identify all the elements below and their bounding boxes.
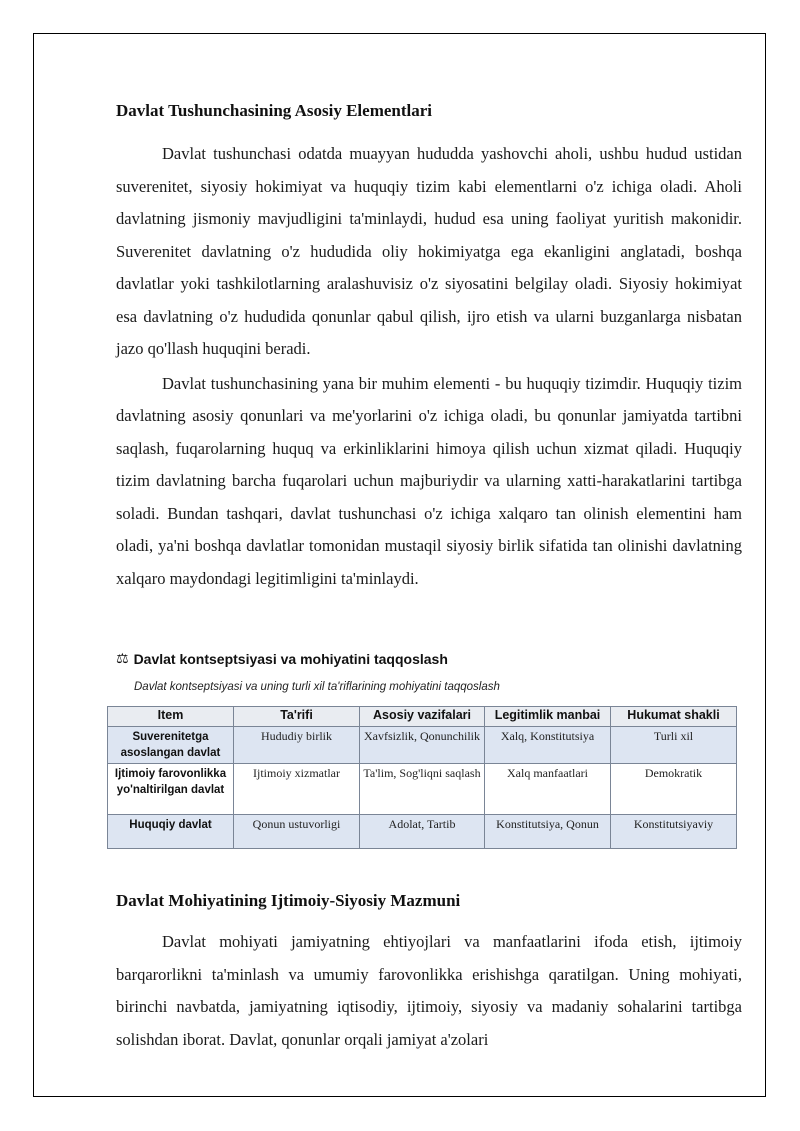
column-header-item: Item: [108, 707, 234, 727]
column-header-government-form: Hukumat shakli: [611, 707, 737, 727]
row-label: Huquqiy davlat: [108, 815, 234, 849]
table-cell: Turli xil: [611, 727, 737, 764]
paragraph-1: Davlat tushunchasi odatda muayyan hududda yashovchi aholi, ushbu hudud ustidan suverenitet, siyosiy hokimiyat va huquqiy tizim kabi elementlarni o'z ichiga oladi. Aholi davlatning jismoniy mavjudligini ta'minlaydi, hudud esa uning faoliyat yuritish makonidir. Suverenitet davlatning o'z hududida oliy hokimiyatga ega ekanligini anglatadi, boshqa davlatlar yoki tashkilotlarning aralashuvisiz o'z siyosatini belgilay oladi. Siyosiy hokimiyat esa davlatning o'z hududida qonunlar qabul qilish, ijro etish va ularni buzganlarga nisbatan jazo qo'llash huquqini beradi.: [116, 144, 742, 358]
table-row: [108, 727, 737, 764]
column-header-definition: Ta'rifi: [234, 707, 360, 727]
table-row: [108, 764, 737, 815]
table-row: [108, 815, 737, 849]
comparison-table: [107, 706, 737, 849]
scale-icon: ⚖: [116, 651, 129, 667]
section-heading-elements: Davlat Tushunchasining Asosiy Elementlari: [116, 101, 433, 120]
table-cell: Xalq manfaatlari: [485, 764, 611, 815]
figure-title-text: Davlat kontseptsiyasi va mohiyatini taqqoslash: [133, 651, 448, 667]
table-cell: Qonun ustuvorligi: [234, 815, 360, 849]
table-cell: Konstitutsiyaviy: [611, 815, 737, 849]
row-label: Ijtimoiy farovonlikka yo'naltirilgan davlat: [108, 764, 234, 815]
column-header-legitimacy-source: Legitimlik manbai: [485, 707, 611, 727]
table-header-row: [108, 707, 737, 727]
figure-title: [116, 651, 448, 667]
section-body-elements: [116, 138, 742, 595]
table-cell: Ta'lim, Sog'liqni saqlash: [360, 764, 485, 815]
table-cell: Xalq, Konstitutsiya: [485, 727, 611, 764]
table-cell: Hududiy birlik: [234, 727, 360, 764]
paragraph-2: Davlat tushunchasining yana bir muhim elementi - bu huquqiy tizimdir. Huquqiy tizim davlatning asosiy qonunlari va me'yorlarini o'z ichiga oladi, bu qonunlar jamiyatda tartibni saqlash, fuqarolarning huquq va erkinliklarini himoya qilish uchun xizmat qiladi. Huquqiy tizim davlatning barcha fuqarolari uchun majburiydir va ularning xatti-harakatlarini tartibga soladi. Bundan tashqari, davlat tushunchasi o'z ichiga xalqaro tan olinish elementini ham oladi, ya'ni boshqa davlatlar tomonidan mustaqil siyosiy birlik sifatida tan olinishi davlatning xalqaro maydondagi legitimligini ta'minlaydi.: [116, 373, 742, 588]
section-body-social-political: [116, 926, 742, 1056]
section-heading-social-political: Davlat Mohiyatining Ijtimoiy-Siyosiy Mazmuni: [116, 891, 461, 910]
table-cell: Demokratik: [611, 764, 737, 815]
table-cell: Adolat, Tartib: [360, 815, 485, 849]
table-caption: Davlat kontseptsiyasi va uning turli xil ta'riflarining mohiyatini taqqoslash: [134, 681, 500, 693]
table-cell: Xavfsizlik, Qonunchilik: [360, 727, 485, 764]
table-cell: Konstitutsiya, Qonun: [485, 815, 611, 849]
table-cell: Ijtimoiy xizmatlar: [234, 764, 360, 815]
row-label: Suverenitetga asoslangan davlat: [108, 727, 234, 764]
column-header-main-functions: Asosiy vazifalari: [360, 707, 485, 727]
paragraph-3: Davlat mohiyati jamiyatning ehtiyojlari va manfaatlarini ifoda etish, ijtimoiy barqarorlikni ta'minlash va umumiy farovonlikka erishishga qaratilgan. Uning mohiyati, birinchi navbatda, jamiyatning iqtisodiy, ijtimoiy, siyosiy va madaniy sohalarini tartibga solishdan iborat. Davlat, qonunlar orqali jamiyat a'zolari: [116, 932, 742, 1049]
